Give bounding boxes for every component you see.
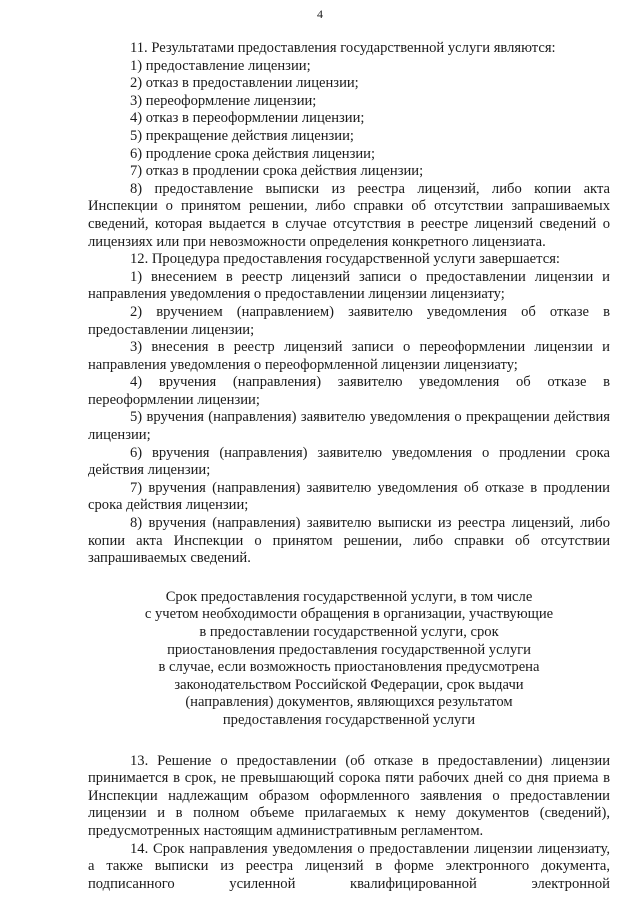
list-item: 5) вручения (направления) заявителю уведомления о прекращении действия лицензии; (88, 409, 610, 444)
list-item: 6) продление срока действия лицензии; (130, 145, 376, 162)
paragraph-13: 13. Решение о предоставлении (об отказе в предоставлении) лицензии принимается в срок, не превышающий сорока пяти рабочих дней со дня приема в Инспекции надлежащим образом оформленного заявления о предоставлении лицензии и в полном объеме прилагаемых к нему документов (сведений), предусмотренных настоящим административным регламентом. (88, 752, 610, 839)
deadline-section (88, 753, 610, 894)
list-item: 6) вручения (направления) заявителю уведомления о продлении срока действия лицензии; (88, 444, 610, 479)
heading-line: законодательством Российской Федерации, срок выдачи (174, 676, 524, 693)
document-body (88, 40, 610, 893)
heading-line: предоставления государственной услуги (222, 711, 476, 728)
list-item: 8) предоставление выписки из реестра лицензий, либо копии акта Инспекции о принятом решении, либо справки об отсутствии запрашиваемых сведений, которая выдается в случае отсутствия в реестре лицензий сведений о лицензиях или при невозможности определения конкретного лицензиата. (88, 180, 610, 250)
paragraph-11-title: 11. Результатами предоставления государственной услуги являются: (130, 40, 556, 56)
heading-line: в предоставлении государственной услуги, срок (199, 624, 499, 640)
list-item: 4) отказ в переоформлении лицензии; (130, 110, 365, 127)
page-number: 4 (317, 7, 323, 21)
heading-line: с учетом необходимости обращения в организации, участвующие (144, 606, 554, 623)
heading-line: приостановления предоставления государственной услуги (167, 641, 531, 658)
list-item: 2) вручением (направлением) заявителю уведомления об отказе в предоставлении лицензии; (88, 303, 610, 338)
list-item: 4) вручения (направления) заявителю уведомления об отказе в переоформлении лицензии; (88, 374, 610, 408)
list-item: 1) внесением в реестр лицензий записи о предоставлении лицензии и направления уведомления о предоставлении лицензии лицензиату; (88, 268, 610, 303)
section-heading (88, 589, 610, 730)
paragraph-14: 14. Срок направления уведомления о предоставлении лицензии лицензиату, а также выписки из реестра лицензий в форме электронного документа, подписанного усиленной квалифицированной электронной (88, 840, 610, 892)
heading-line: (направления) документов, являющихся результатом (185, 694, 513, 711)
list-item: 1) предоставление лицензии; (130, 57, 311, 74)
list-item: 7) отказ в продлении срока действия лицензии; (130, 163, 424, 180)
list-item: 3) внесения в реестр лицензий записи о переоформлении лицензии и направления уведомления о переоформленной лицензии лицензиату; (88, 339, 610, 373)
paragraph-12-title: 12. Процедура предоставления государственной услуги завершается: (130, 251, 560, 268)
list-item: 2) отказ в предоставлении лицензии; (130, 75, 359, 92)
list-item: 7) вручения (направления) заявителю уведомления об отказе в продлении срока действия лицензии; (88, 479, 610, 514)
list-item: 8) вручения (направления) заявителю выписки из реестра лицензий, либо копии акта Инспекции о принятом решении, либо справки об отсутствии запрашиваемых сведений. (88, 515, 610, 567)
heading-line: Срок предоставления государственной услуги, в том числе (165, 588, 533, 605)
heading-line: в случае, если возможность приостановления предусмотрена (158, 659, 540, 676)
results-section (88, 40, 610, 568)
list-item: 3) переоформление лицензии; (130, 92, 317, 109)
list-item: 5) прекращение действия лицензии; (130, 127, 354, 144)
